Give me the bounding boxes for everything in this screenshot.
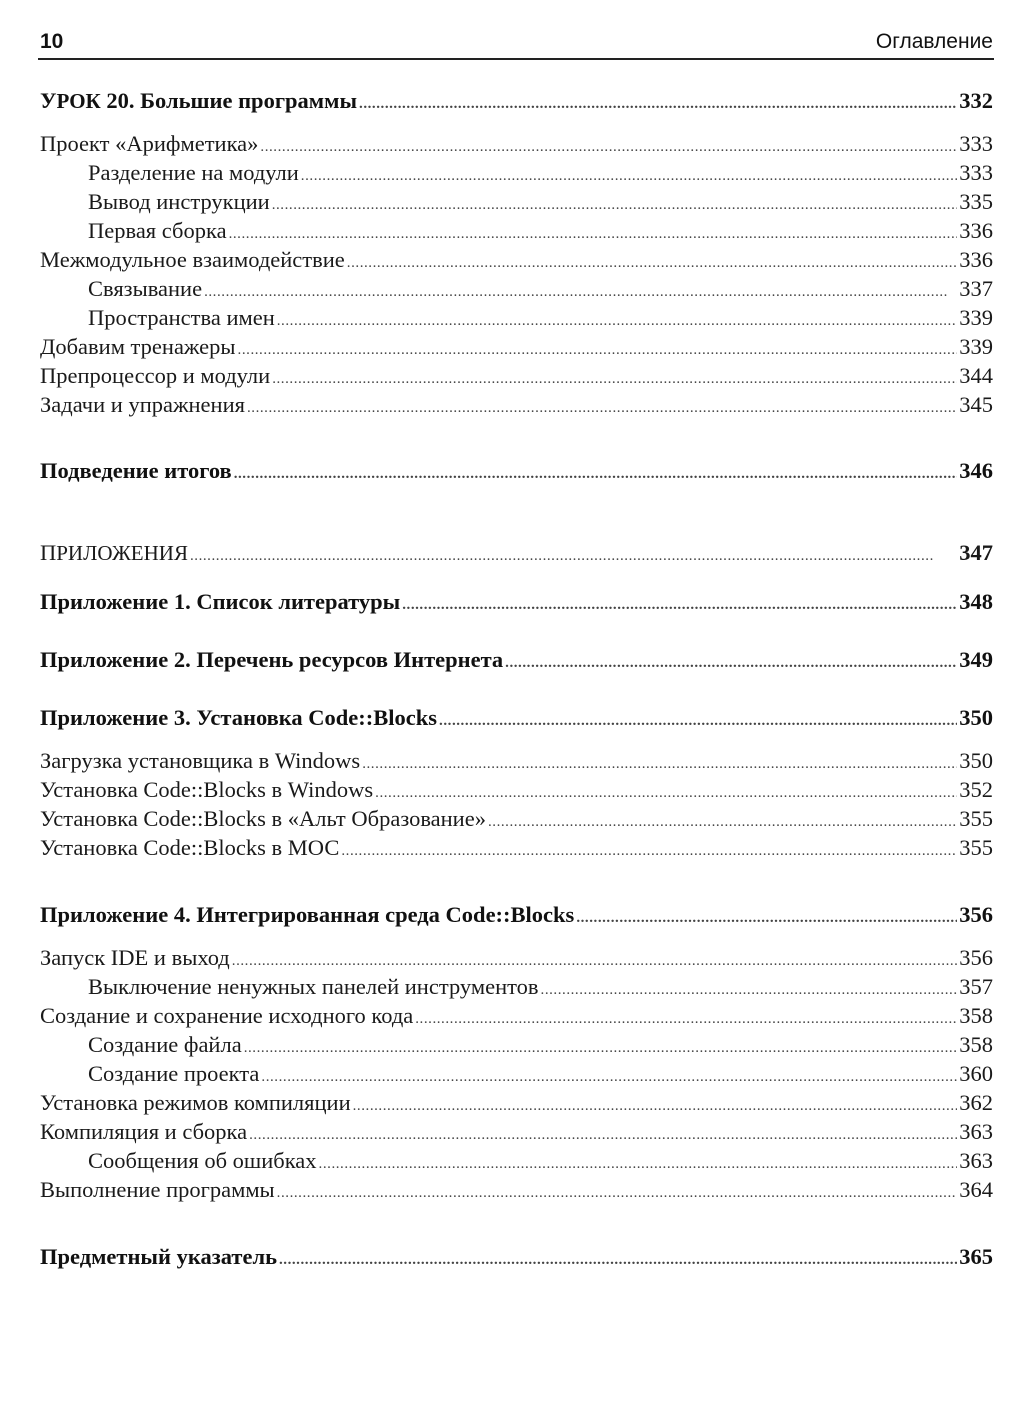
toc-chapter-summary[interactable]	[40, 456, 993, 486]
toc-part-appendices[interactable]	[40, 538, 993, 568]
toc-section[interactable]	[40, 361, 993, 391]
toc-page: 356	[959, 945, 993, 970]
toc-page: 335	[959, 189, 993, 214]
toc-chapter-appendix-3[interactable]	[40, 703, 993, 733]
toc-page: 364	[959, 1177, 993, 1202]
toc-label: Разделение на модули	[88, 160, 299, 185]
toc-subsection[interactable]	[88, 1059, 993, 1089]
toc-label: ПРИЛОЖЕНИЯ	[40, 540, 188, 565]
toc-section[interactable]	[40, 332, 993, 362]
toc-label: Компиляция и сборка	[40, 1119, 248, 1144]
toc-label: Приложение 3. Установка Code::Blocks	[40, 705, 438, 730]
toc-section[interactable]	[40, 775, 993, 805]
toc-page: 355	[959, 835, 993, 860]
toc-label: Установка режимов компиляции	[40, 1090, 351, 1115]
toc-chapter-appendix-1[interactable]	[40, 587, 993, 617]
toc-section[interactable]	[40, 245, 993, 275]
toc-label: Задачи и упражнения	[40, 392, 245, 417]
dot-leader	[190, 538, 957, 571]
toc-page: 350	[959, 748, 993, 773]
dot-leader	[359, 86, 957, 119]
toc-label: Загрузка установщика в Windows	[40, 748, 361, 773]
toc-label: УРОК 20. Большие программы	[40, 88, 358, 113]
dot-leader	[341, 833, 957, 866]
toc-chapter-appendix-4[interactable]	[40, 900, 993, 930]
toc-label: Установка Code::Blocks в «Альт Образование»	[40, 806, 486, 831]
toc-label: Подведение итогов	[40, 458, 232, 483]
toc-label: Добавим тренажеры	[40, 334, 236, 359]
toc-section[interactable]	[40, 1001, 993, 1031]
toc-label: Создание файла	[88, 1032, 242, 1057]
dot-leader	[247, 390, 957, 423]
dot-leader	[279, 1242, 957, 1275]
page-number: 10	[40, 30, 64, 53]
toc-label: Проект «Арифметика»	[40, 131, 259, 156]
running-head	[40, 30, 993, 58]
toc-section[interactable]	[40, 833, 993, 863]
toc-page: 360	[959, 1061, 993, 1086]
toc-page: 363	[959, 1148, 993, 1173]
toc-page: 352	[959, 777, 993, 802]
toc-section[interactable]	[40, 943, 993, 973]
toc-label: Пространства имен	[88, 305, 275, 330]
toc-section[interactable]	[40, 129, 993, 159]
toc-section[interactable]	[40, 1117, 993, 1147]
toc-page: 336	[959, 247, 993, 272]
dot-leader	[439, 703, 957, 736]
toc-subsection[interactable]	[88, 274, 993, 304]
toc-label: Выключение ненужных панелей инструментов	[88, 974, 539, 999]
toc-page: 355	[959, 806, 993, 831]
toc-section[interactable]	[40, 390, 993, 420]
toc-subsection[interactable]	[88, 1146, 993, 1176]
toc-label: Создание проекта	[88, 1061, 260, 1086]
toc-subsection[interactable]	[88, 1030, 993, 1060]
toc-label: Связывание	[88, 276, 203, 301]
toc-page: 333	[959, 131, 993, 156]
toc-chapter-lesson-20[interactable]	[40, 86, 993, 116]
toc-label: Создание и сохранение исходного кода	[40, 1003, 414, 1028]
toc-subsection[interactable]	[88, 187, 993, 217]
toc-page: 357	[959, 974, 993, 999]
toc-label: Запуск IDE и выход	[40, 945, 230, 970]
toc-page: 356	[959, 902, 993, 927]
toc-page: 349	[959, 647, 993, 672]
toc-page: 336	[959, 218, 993, 243]
toc-page: 344	[959, 363, 993, 388]
toc-subsection[interactable]	[88, 972, 993, 1002]
toc-page: 339	[959, 305, 993, 330]
toc-page: 365	[959, 1244, 993, 1269]
toc-label: Приложение 2. Перечень ресурсов Интернета	[40, 647, 504, 672]
toc-subsection[interactable]	[88, 216, 993, 246]
toc-page: 332	[959, 88, 993, 113]
toc-label: Межмодульное взаимодействие	[40, 247, 345, 272]
toc-subsection[interactable]	[88, 303, 993, 333]
toc-page: 346	[959, 458, 993, 483]
toc-page: 333	[959, 160, 993, 185]
toc-page: 358	[959, 1032, 993, 1057]
toc-page: 337	[959, 276, 993, 301]
toc-chapter-appendix-2[interactable]	[40, 645, 993, 675]
toc-page: 363	[959, 1119, 993, 1144]
toc-page: 345	[959, 392, 993, 417]
toc-chapter-index[interactable]	[40, 1242, 993, 1272]
toc-label: Препроцессор и модули	[40, 363, 271, 388]
toc-label: Установка Code::Blocks в Windows	[40, 777, 374, 802]
toc-page: 347	[959, 540, 993, 565]
toc-section[interactable]	[40, 746, 993, 776]
toc-label: Сообщения об ошибках	[88, 1148, 317, 1173]
toc-label: Приложение 4. Интегрированная среда Code::Blocks	[40, 902, 575, 927]
toc-label: Первая сборка	[88, 218, 227, 243]
dot-leader	[277, 1175, 958, 1208]
dot-leader	[234, 456, 958, 489]
toc-page: 339	[959, 334, 993, 359]
toc-label: Вывод инструкции	[88, 189, 270, 214]
toc-section[interactable]	[40, 1175, 993, 1205]
toc-label: Предметный указатель	[40, 1244, 277, 1269]
toc-section[interactable]	[40, 804, 993, 834]
dot-leader	[402, 587, 957, 620]
toc-subsection[interactable]	[88, 158, 993, 188]
toc-label: Установка Code::Blocks в МОС	[40, 835, 340, 860]
dot-leader	[505, 645, 957, 678]
section-title: Оглавление	[875, 30, 993, 53]
toc-section[interactable]	[40, 1088, 993, 1118]
header-rule	[38, 58, 994, 60]
toc-page: 358	[959, 1003, 993, 1028]
toc-page: 350	[959, 705, 993, 730]
toc-page: 348	[959, 589, 993, 614]
toc-label: Приложение 1. Список литературы	[40, 589, 401, 614]
toc-page: 362	[959, 1090, 993, 1115]
toc-label: Выполнение программы	[40, 1177, 275, 1202]
dot-leader	[576, 900, 957, 933]
